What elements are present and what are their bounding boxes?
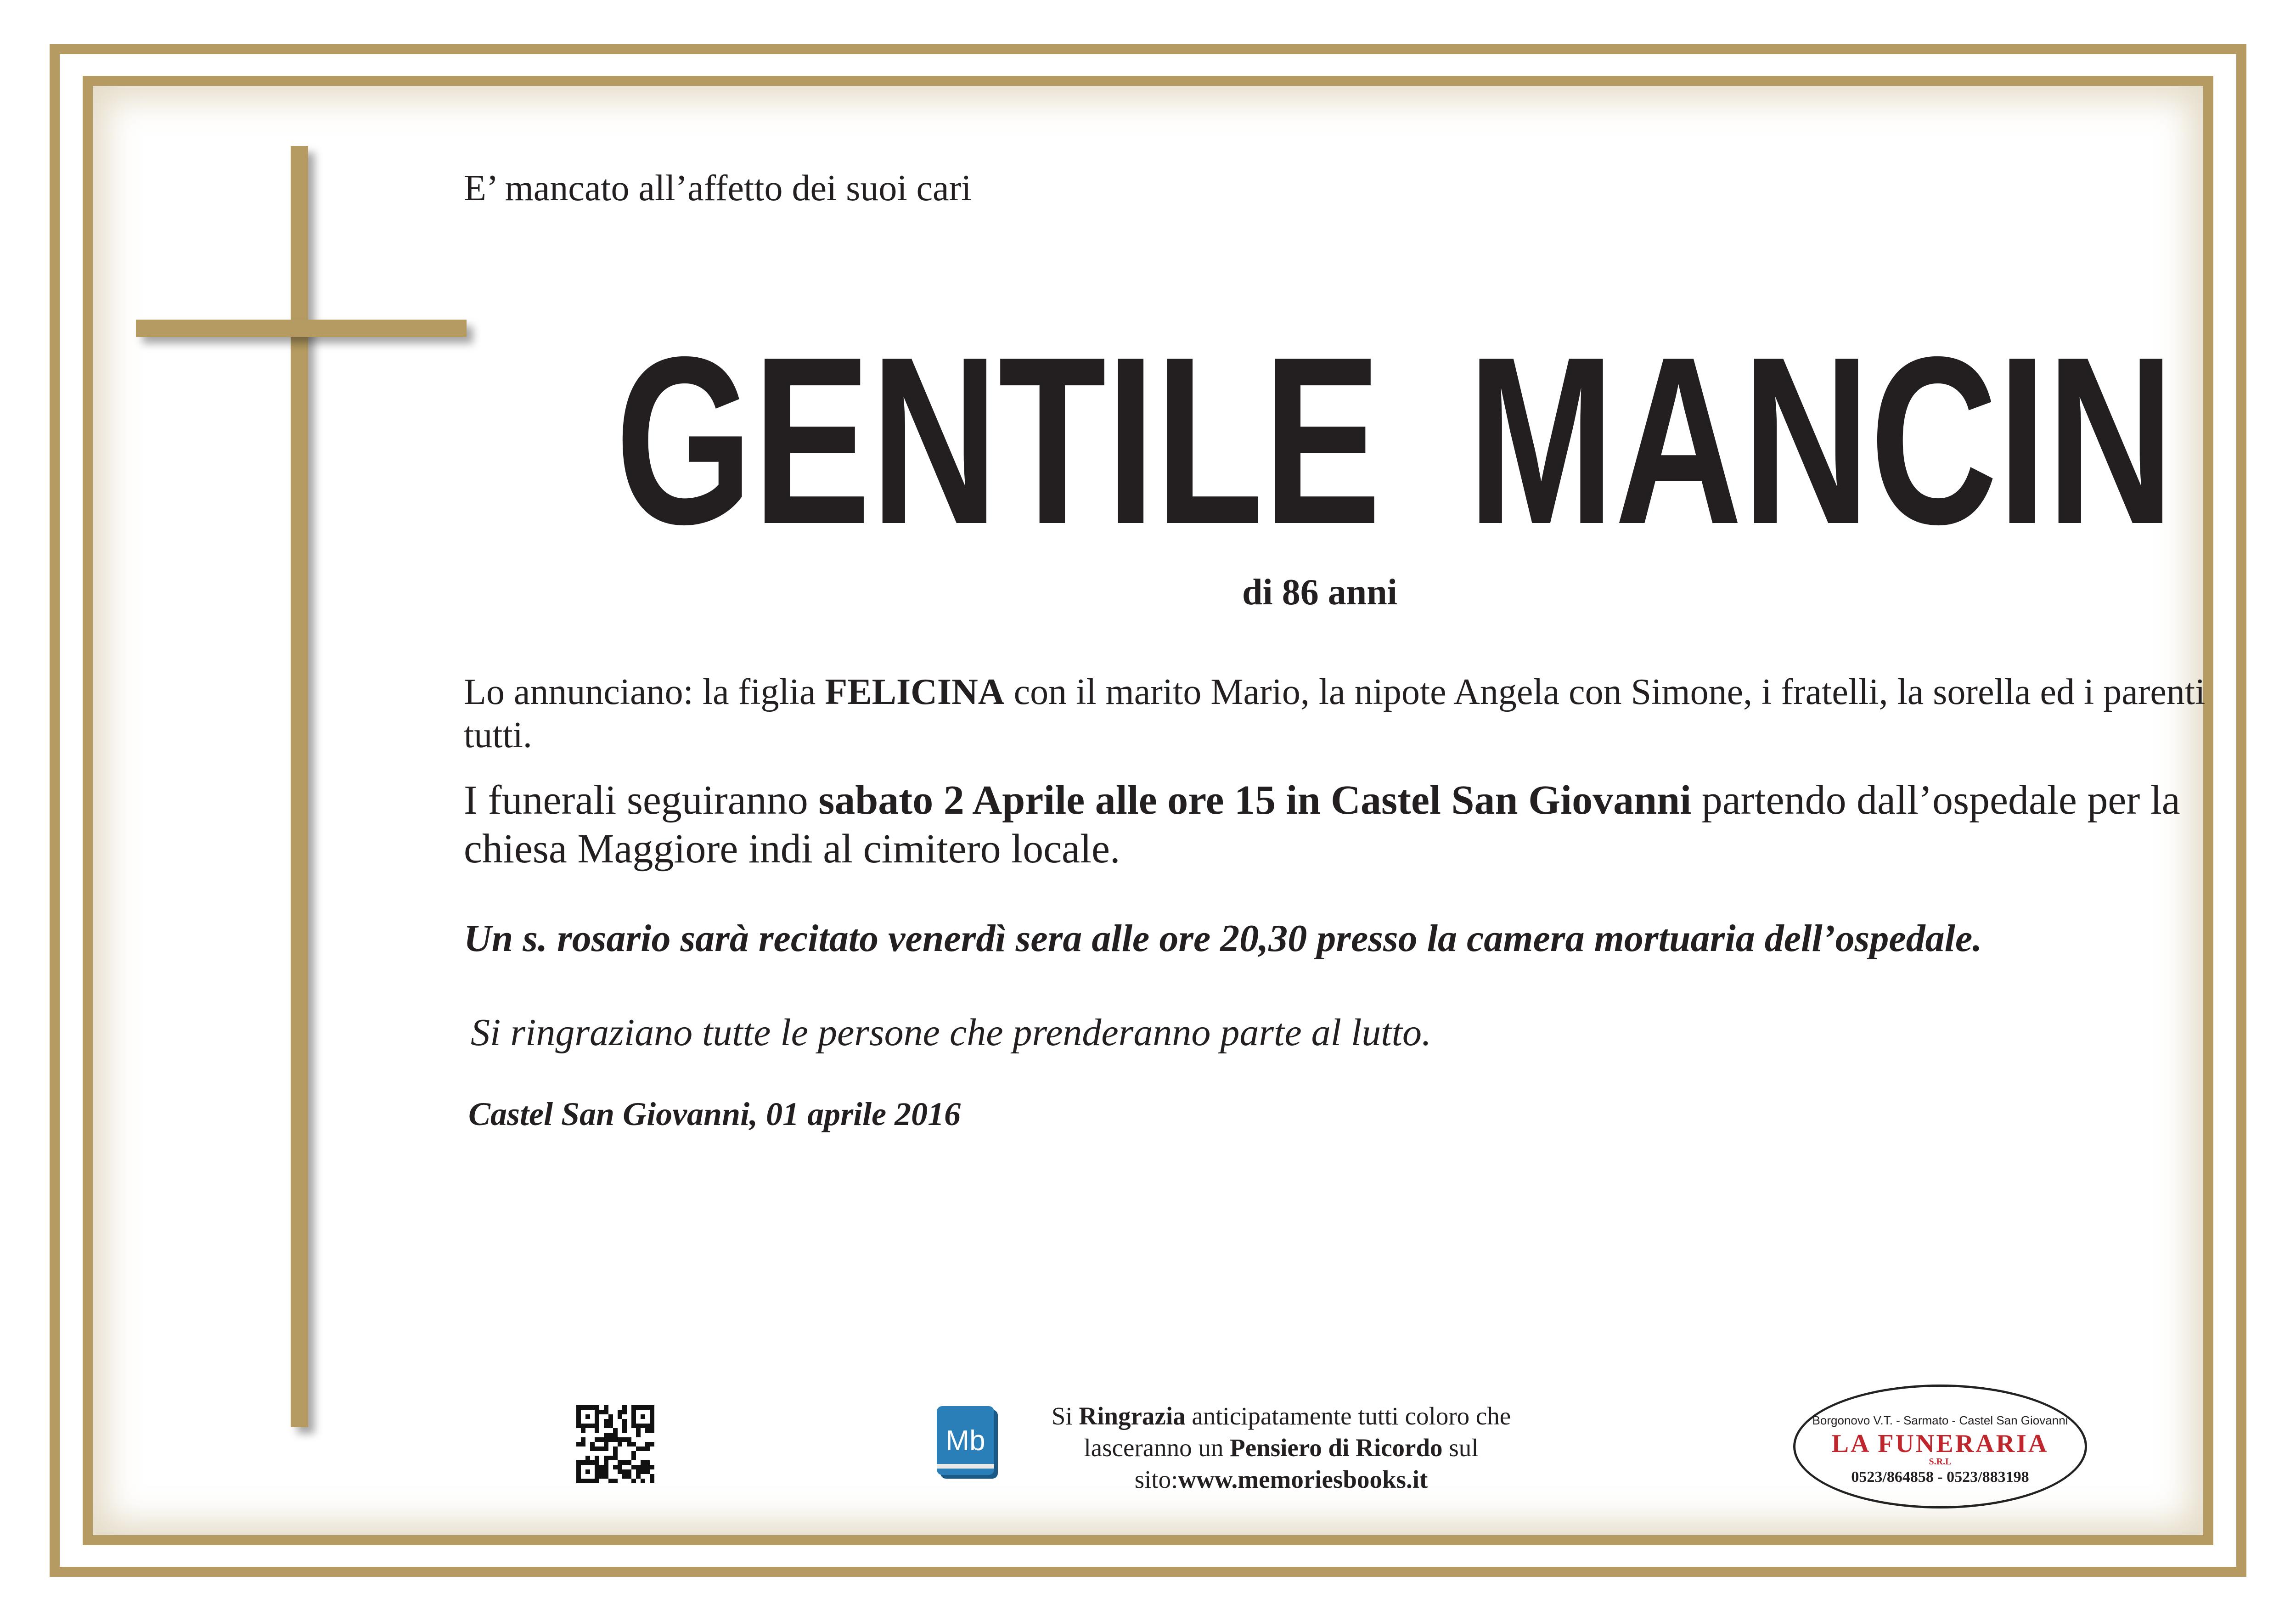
cross-icon-horizontal (136, 320, 467, 337)
thanks-text: Si ringraziano tutte le persone che prenderanno parte al lutto. (471, 1011, 1432, 1054)
logo-phones: 0523/864858 - 0523/883198 (1851, 1469, 2029, 1486)
logo-srl: S.R.L (1929, 1457, 1952, 1467)
logo-locations: Borgonovo V.T. - Sarmato - Castel San Giovanni (1812, 1413, 2068, 1427)
age-text: di 86 anni (1242, 572, 1397, 613)
logo-name: LA FUNERARIA (1831, 1430, 2049, 1458)
intro-text: E’ mancato all’affetto dei suoi cari (464, 168, 972, 208)
memoriesbooks-note: Si Ringrazia anticipatamente tutti coloro che lasceranno un Pensiero di Ricordo sul sito:www.memoriesbooks.it (1051, 1402, 1511, 1493)
memoriesbooks-icon[interactable]: Mb (937, 1406, 994, 1475)
la-funeraria-logo (1793, 1385, 2087, 1508)
qr-code-icon[interactable] (576, 1405, 654, 1483)
memoriesbooks-link[interactable]: www.memoriesbooks.it (1178, 1465, 1428, 1493)
funeral-date-place: sabato 2 Aprile alle ore 15 in Castel San Giovanni (818, 777, 1692, 823)
funeral-paragraph: I funerali seguiranno sabato 2 Aprile alle ore 15 in Castel San Giovanni partendo dall’ospedale per la chiesa Maggiore indi al cimitero locale. (464, 777, 2180, 872)
announcement-paragraph: Lo annunciano: la figlia FELICINA con il marito Mario, la nipote Angela con Simone, i fratelli, la sorella ed i parenti tutti. (464, 672, 2206, 756)
place-date: Castel San Giovanni, 01 aprile 2016 (468, 1096, 961, 1132)
deceased-name: GENTILE MANCIN (615, 307, 2174, 574)
rosary-text: Un s. rosario sarà recitato venerdì sera alle ore 20,30 presso la camera mortuaria dell’ospedale. (464, 917, 1982, 960)
cross-icon-vertical (291, 146, 308, 1427)
daughter-name: FELICINA (825, 672, 1005, 712)
